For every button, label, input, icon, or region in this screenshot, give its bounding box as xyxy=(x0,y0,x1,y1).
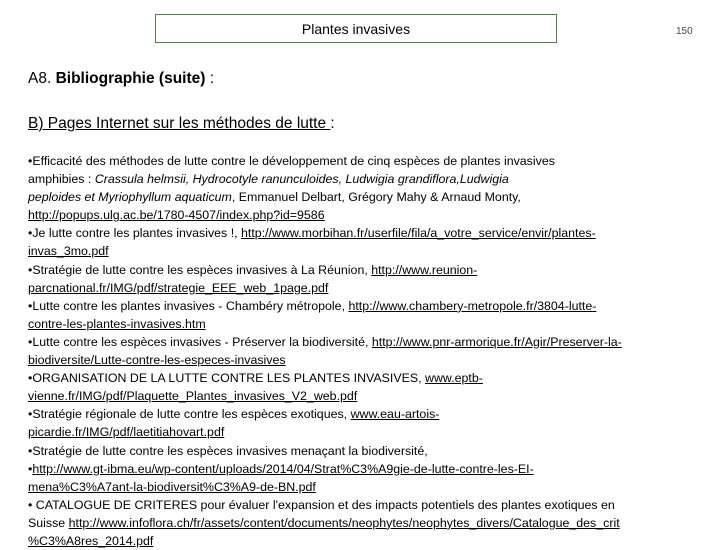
section-prefix: A8. xyxy=(28,70,52,87)
reference-line xyxy=(28,188,708,206)
reference-line xyxy=(28,315,708,333)
reference-text: amphibies : xyxy=(28,172,95,187)
reference-line xyxy=(28,478,708,496)
page-number: 150 xyxy=(676,26,693,37)
reference-link[interactable]: contre-les-plantes-invasives.htm xyxy=(28,316,206,331)
reference-line xyxy=(28,206,708,224)
reference-link[interactable]: http://www.pnr-armorique.fr/Agir/Preserver-la- xyxy=(371,334,622,349)
reference-text: •Stratégie régionale de lutte contre les espèces exotiques, xyxy=(28,407,351,422)
reference-link[interactable]: mena%C3%A7ant-la-biodiversit%C3%A9-de-BN.pdf xyxy=(28,479,316,494)
reference-line xyxy=(28,242,708,260)
subsection-title-text: B) Pages Internet sur les méthodes de lutte xyxy=(28,115,331,132)
reference-text: •Efficacité des méthodes de lutte contre le développement de cinq espèces de plantes invasives xyxy=(28,154,555,168)
reference-line xyxy=(28,170,708,188)
reference-link[interactable]: biodiversite/Lutte-contre-les-especes-invasives xyxy=(28,353,286,368)
reference-text: •Lutte contre les plantes invasives - Chambéry métropole, xyxy=(28,298,349,313)
reference-text: , Emmanuel Delbart, Grégory Mahy & Arnaud Monty, xyxy=(231,190,521,205)
reference-text: Suisse xyxy=(28,515,69,530)
reference-line xyxy=(28,369,708,387)
reference-text: •Stratégie de lutte contre les espèces invasives à La Réunion, xyxy=(28,262,372,277)
reference-link[interactable]: picardie.fr/IMG/pdf/laetitiahovart.pdf xyxy=(28,425,225,440)
reference-line xyxy=(28,224,708,242)
reference-line xyxy=(28,297,708,315)
reference-line xyxy=(28,514,708,532)
reference-link[interactable]: www.eau-artois- xyxy=(350,407,440,422)
reference-link[interactable]: www.eptb- xyxy=(425,371,483,386)
reference-link[interactable]: http://www.chambery-metropole.fr/3804-lutte- xyxy=(348,298,597,313)
subsection-suffix: : xyxy=(330,115,335,132)
reference-text: •Stratégie de lutte contre les espèces invasives menaçant la biodiversité, xyxy=(28,443,428,458)
reference-text: •Je lutte contre les plantes invasives !, xyxy=(28,226,242,241)
reference-list xyxy=(28,152,708,550)
reference-line xyxy=(28,442,708,460)
section-suffix: : xyxy=(209,70,215,87)
reference-line xyxy=(28,532,708,550)
reference-line xyxy=(28,460,708,478)
reference-text: •Lutte contre les espèces invasives - Préserver la biodiversité, xyxy=(28,334,372,349)
reference-line xyxy=(28,423,708,441)
section-title xyxy=(28,70,214,88)
header-title: Plantes invasives xyxy=(301,20,411,37)
reference-link[interactable]: vienne.fr/IMG/pdf/Plaquette_Plantes_invasives_V2_web.pdf xyxy=(28,389,358,404)
reference-link[interactable]: http://www.morbihan.fr/userfile/fila/a_votre_service/envir/plantes- xyxy=(241,226,596,241)
reference-text: peploides et Myriophyllum aquaticum xyxy=(28,190,232,205)
reference-line xyxy=(28,496,708,514)
reference-text: • CATALOGUE DE CRITERES pour évaluer l'expansion et des impacts potentiels des plantes exotiques en xyxy=(28,497,615,512)
reference-line xyxy=(28,387,708,405)
reference-line xyxy=(28,333,708,351)
reference-link[interactable]: http://www.reunion- xyxy=(371,262,478,277)
reference-link[interactable]: http://www.infoflora.ch/fr/assets/content/documents/neophytes/neophytes_divers/Catalogue_des_crit xyxy=(68,515,620,530)
reference-line xyxy=(28,261,708,279)
reference-text: •ORGANISATION DE LA LUTTE CONTRE LES PLANTES INVASIVES, xyxy=(28,371,426,386)
reference-link[interactable]: invas_3mo.pdf xyxy=(28,244,109,259)
reference-line xyxy=(28,405,708,423)
reference-link[interactable]: http://popups.ulg.ac.be/1780-4507/index.php?id=9586 xyxy=(28,208,325,223)
reference-text: Crassula helmsii, Hydrocotyle ranunculoides, Ludwigia grandiflora,Ludwigia xyxy=(94,172,509,187)
header-box xyxy=(155,14,557,43)
reference-link[interactable]: parcnational.fr/IMG/pdf/strategie_EEE_web_1page.pdf xyxy=(28,280,329,295)
subsection-title xyxy=(28,115,335,133)
reference-line xyxy=(28,351,708,369)
reference-line xyxy=(28,152,708,170)
reference-link[interactable]: http://www.gt-ibma.eu/wp-content/uploads/2014/04/Strat%C3%A9gie-de-lutte-contre-les-EI- xyxy=(32,461,534,476)
reference-line xyxy=(28,279,708,297)
reference-text: • xyxy=(28,461,33,476)
reference-link[interactable]: %C3%A8res_2014.pdf xyxy=(28,533,154,548)
section-title-text: Bibliographie (suite) xyxy=(55,70,206,87)
